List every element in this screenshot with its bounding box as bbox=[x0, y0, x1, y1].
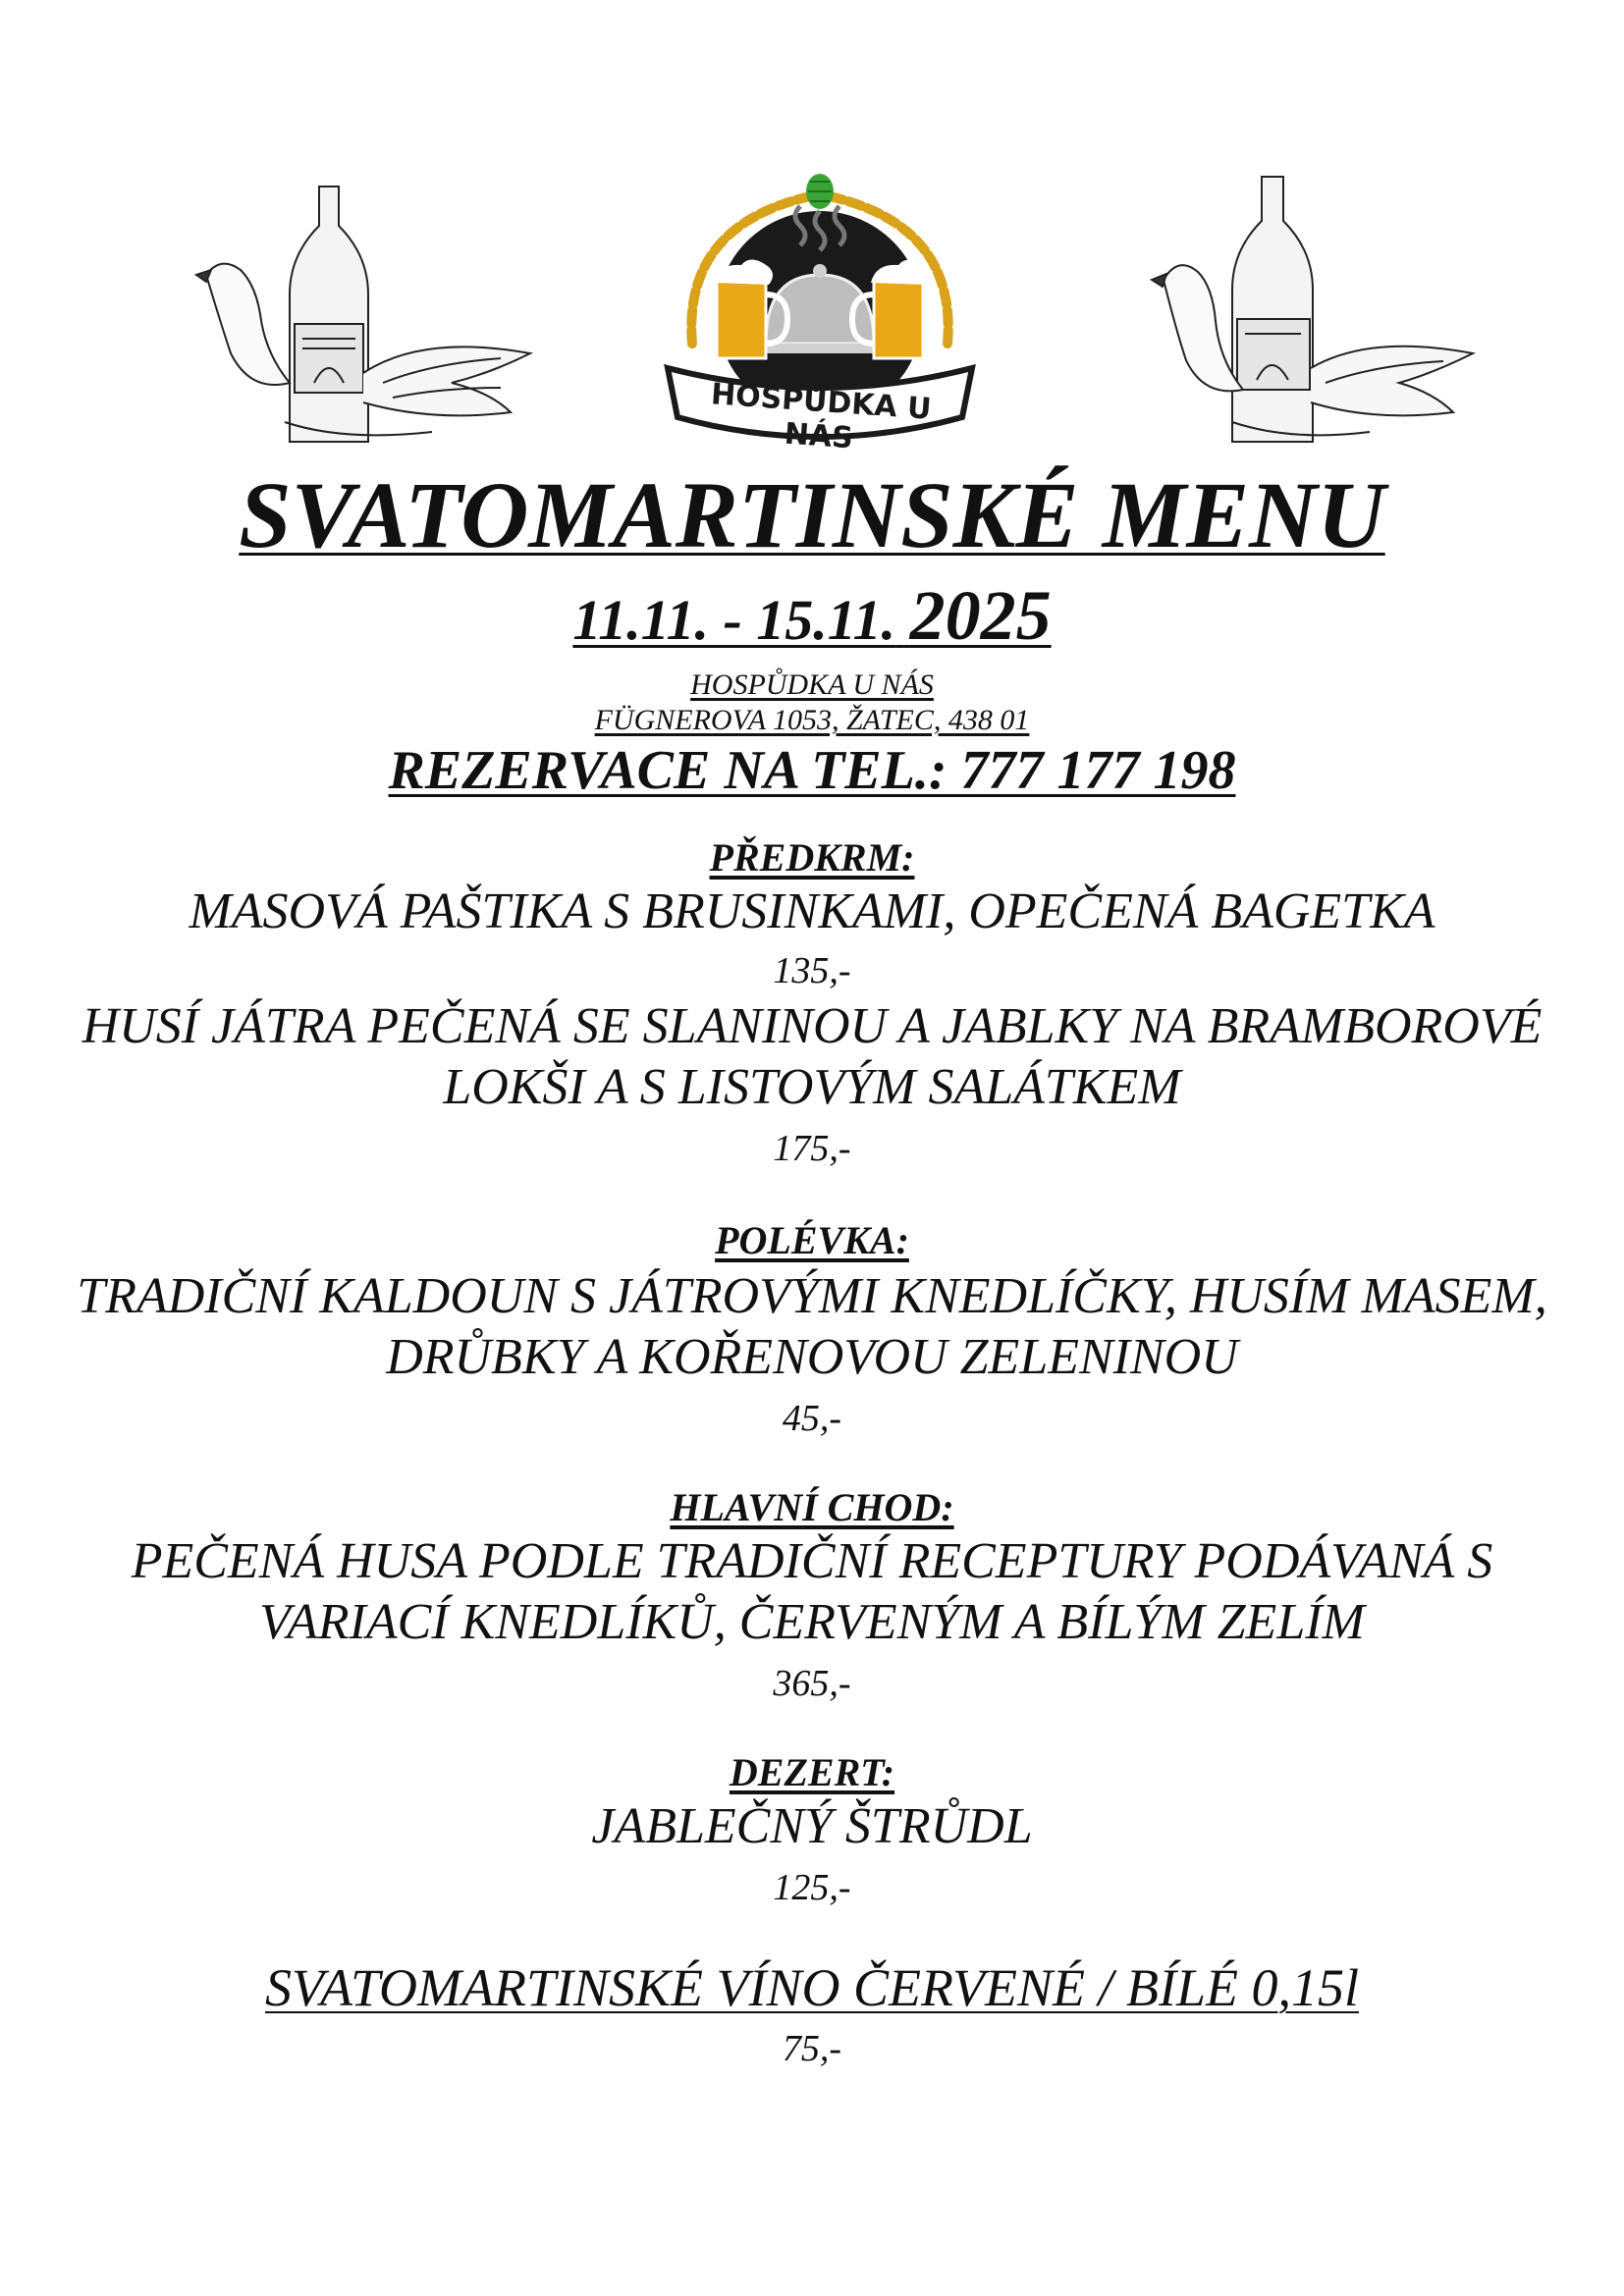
goose-bottle-illustration-right bbox=[1144, 172, 1478, 452]
page-title: SVATOMARTINSKÉ MENU bbox=[239, 462, 1385, 567]
section-heading-starter: PŘEDKRM: bbox=[709, 835, 915, 880]
dish-name: HUSÍ JÁTRA PEČENÁ SE SLANINOU A JABLKY NA BRAMBOROVÉ bbox=[81, 998, 1543, 1054]
logo-text: HOSPŮDKA U NÁS bbox=[709, 377, 933, 456]
dish-name: JABLEČNÝ ŠTRŮDL bbox=[591, 1798, 1033, 1854]
dish-name: PEČENÁ HUSA PODLE TRADIČNÍ RECEPTURY PODÁVANÁ S bbox=[131, 1533, 1493, 1589]
section-heading-main: HLAVNÍ CHOD: bbox=[670, 1485, 954, 1529]
wine-price: 75,- bbox=[782, 2028, 842, 2069]
dish-name: MASOVÁ PAŠTIKA S BRUSINKAMI, OPEČENÁ BAGETKA bbox=[189, 883, 1435, 939]
dish-name: TRADIČNÍ KALDOUN S JÁTROVÝMI KNEDLÍČKY, HUSÍM MASEM, bbox=[77, 1268, 1547, 1324]
dish-name-line2: VARIACÍ KNEDLÍKŮ, ČERVENÝM A BÍLÝM ZELÍM bbox=[259, 1594, 1365, 1650]
goose-bottle-illustration-left bbox=[187, 177, 540, 452]
pub-logo bbox=[653, 167, 987, 456]
dish-price: 45,- bbox=[782, 1398, 842, 1439]
hop-icon bbox=[806, 174, 834, 209]
dish-price: 135,- bbox=[773, 950, 851, 991]
dish-name-line2: LOKŠI A S LISTOVÝM SALÁTKEM bbox=[443, 1059, 1181, 1115]
venue-name: HOSPŮDKA U NÁS bbox=[690, 668, 934, 701]
section-heading-dessert: DEZERT: bbox=[729, 1750, 895, 1794]
dish-price: 175,- bbox=[773, 1128, 851, 1169]
date-range-days: 11.11. - 15.11. bbox=[572, 588, 896, 652]
date-range-year: 2025 bbox=[909, 576, 1052, 655]
reservation-phone: REZERVACE NA TEL.: 777 177 198 bbox=[388, 740, 1236, 801]
dish-price: 365,- bbox=[773, 1663, 851, 1704]
dish-name-line2: DRŮBKY A KOŘENOVOU ZELENINOU bbox=[386, 1329, 1238, 1385]
section-heading-soup: POLÉVKA: bbox=[715, 1218, 909, 1262]
venue-address: FÜGNEROVA 1053, ŽATEC, 438 01 bbox=[594, 704, 1030, 736]
date-range bbox=[0, 576, 1624, 655]
dish-price: 125,- bbox=[773, 1867, 851, 1908]
wine-offer: SVATOMARTINSKÉ VÍNO ČERVENÉ / BÍLÉ 0,15l bbox=[265, 1958, 1359, 2017]
